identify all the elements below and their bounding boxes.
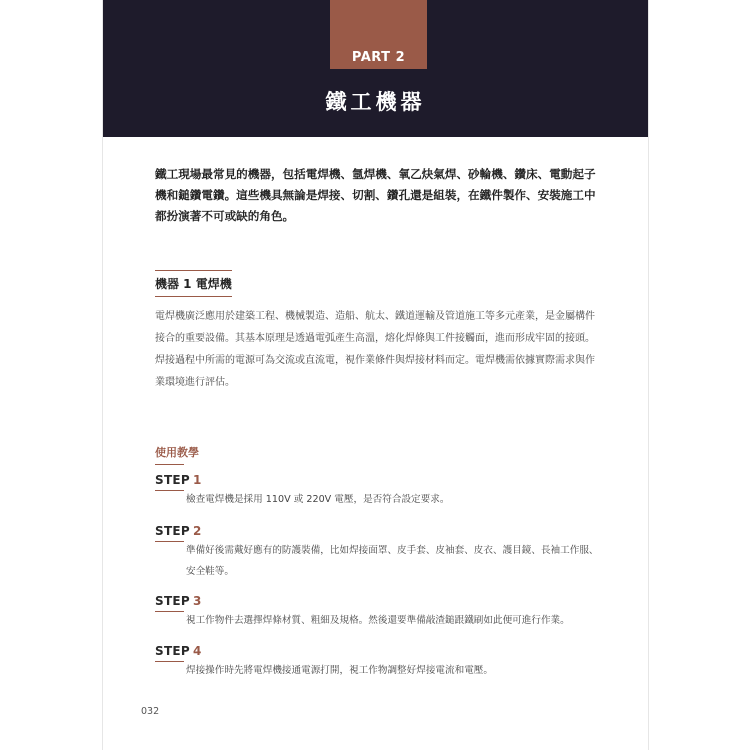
step-label: STEP <box>155 524 191 538</box>
usage-rule <box>155 464 184 465</box>
intro-paragraph: 鐵工現場最常見的機器，包括電焊機、氬焊機、氧乙炔氣焊、砂輪機、鑽床、電動起子機和鎚鑽電鑽。這些機具無論是焊接、切割、鑽孔還是組裝，在鐵件製作、安裝施工中都扮演著不可或缺的角色。 <box>155 167 596 223</box>
step-number: 1 <box>193 473 202 487</box>
step-number: 3 <box>193 594 202 608</box>
step-1-rule <box>155 490 184 491</box>
usage-title: 使用教學 <box>155 446 199 459</box>
book-page <box>102 0 649 750</box>
step-1-heading <box>155 473 202 487</box>
chapter-title: 鐵工機器 <box>325 90 426 114</box>
step-1-text: 檢查電焊機是採用 110V 或 220V 電壓，是否符合設定要求。 <box>186 494 450 505</box>
step-label: STEP <box>155 473 191 487</box>
section-rule-top <box>155 270 232 271</box>
step-2-text: 準備好後需戴好應有的防護裝備，比如焊接面罩、皮手套、皮袖套、皮衣、護目鏡、長袖工作服、安全鞋等。 <box>186 545 599 577</box>
header-band <box>103 0 648 137</box>
step-number: 2 <box>193 524 202 538</box>
step-label: STEP <box>155 644 191 658</box>
step-label: STEP <box>155 594 191 608</box>
step-3-heading <box>155 594 202 608</box>
step-4-heading <box>155 644 202 658</box>
step-3-rule <box>155 611 184 612</box>
section-body: 電焊機廣泛應用於建築工程、機械製造、造船、航太、鐵道運輸及管道施工等多元產業，是金屬構件接合的重要設備。其基本原理是透過電弧產生高溫，熔化焊條與工件接觸面，進而形成牢固的接頭。焊接過程中所需的電源可為交流或直流電，視作業條件與焊接材料而定。電焊機需依據實際需求與作業環境進行評估。 <box>155 311 595 388</box>
section-rule-bottom <box>155 296 232 297</box>
step-number: 4 <box>193 644 202 658</box>
page-number: 032 <box>141 706 160 717</box>
step-2-rule <box>155 541 184 542</box>
part-label: PART 2 <box>330 0 427 69</box>
step-4-rule <box>155 661 184 662</box>
section-heading: 機器 1 電焊機 <box>155 277 232 291</box>
step-2-heading <box>155 524 202 538</box>
step-3-text: 視工作物件去選擇焊條材質、粗細及規格。然後還要準備敲渣鎚跟鐵刷如此便可進行作業。 <box>186 615 570 626</box>
step-4-text: 焊接操作時先將電焊機接通電源打開，視工作物調整好焊接電流和電壓。 <box>186 665 493 676</box>
